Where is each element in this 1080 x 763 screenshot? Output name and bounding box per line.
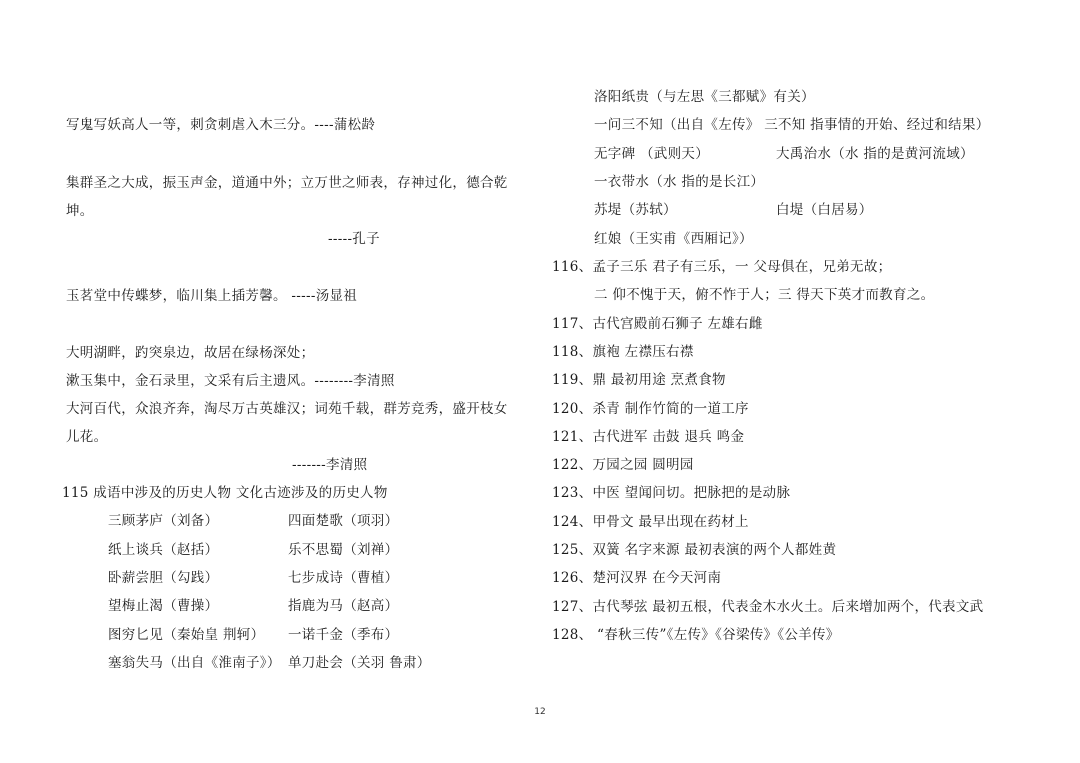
idiom-item: 指鹿为马（赵高） [288, 598, 399, 614]
idiom-item: 望梅止渴（曹操） [108, 598, 219, 614]
item-118: 118、旗袍 左襟压右襟 [552, 344, 694, 360]
quote-confucius-line-2: 坤。 [66, 203, 94, 219]
item-116-line-2: 二 仰不愧于天，俯不怍于人；三 得天下英才而教育之。 [594, 287, 935, 303]
idiom-item: 四面楚歌（项羽） [288, 513, 399, 529]
quote-tang-xianzu: 玉茗堂中传蝶梦，临川集上插芳馨。 -----汤显祖 [66, 288, 358, 304]
idiom-item: 三顾茅庐（刘备） [108, 513, 219, 529]
site-item: 白堤（白居易） [776, 202, 873, 218]
idiom-item: 纸上谈兵（赵括） [108, 542, 219, 558]
idiom-item: 乐不思蜀（刘禅） [288, 542, 399, 558]
idiom-item: 卧薪尝胆（勾践） [108, 570, 219, 586]
site-item: 无字碑 （武则天） [594, 146, 709, 162]
quote-li-qingzhao2-line-2: 儿花。 [66, 429, 108, 445]
item-125: 125、双簧 名字来源 最初表演的两个人都姓黄 [552, 542, 837, 558]
item-117: 117、古代宫殿前石狮子 左雄右雌 [552, 316, 763, 332]
quote-pu-songling: 写鬼写妖高人一等，刺贪刺虐入木三分。----蒲松龄 [66, 117, 376, 133]
site-item: 苏堤（苏轼） [594, 202, 677, 218]
item-128: 128、 “春秋三传”《左传》《谷梁传》《公羊传》 [552, 627, 840, 643]
idiom-item: 塞翁失马（出自《淮南子》） [108, 655, 281, 671]
item-126: 126、楚河汉界 在今天河南 [552, 570, 722, 586]
page-number: 12 [534, 707, 546, 717]
item-121: 121、古代进军 击鼓 退兵 鸣金 [552, 429, 745, 445]
item-122: 122、万园之园 圆明园 [552, 457, 694, 473]
site-item: 红娘（王实甫《西厢记》） [594, 231, 753, 247]
site-item: 洛阳纸贵（与左思《三都赋》有关） [594, 89, 815, 105]
item-124: 124、甲骨文 最早出现在药材上 [552, 514, 749, 530]
idiom-item: 一诺千金（季布） [288, 627, 399, 643]
quote-li-qingzhao-line-2: 漱玉集中，金石录里，文采有后主遗风。--------李清照 [66, 373, 395, 389]
section-115-heading: 115 成语中涉及的历史人物 文化古迹涉及的历史人物 [62, 485, 388, 501]
item-127: 127、古代琴弦 最初五根，代表金木水火土。后来增加两个，代表文武 [552, 599, 984, 615]
quote-confucius-line-1: 集群圣之大成，振玉声金，道通中外；立万世之师表，存神过化，德合乾 [66, 175, 508, 191]
item-119: 119、鼎 最初用途 烹煮食物 [552, 372, 726, 388]
item-123: 123、中医 望闻问切。把脉把的是动脉 [552, 485, 791, 501]
idiom-item: 图穷匕见（秦始皇 荆轲） [108, 627, 265, 643]
site-item: 一衣带水（水 指的是长江） [594, 174, 765, 190]
item-116-line-1: 116、孟子三乐 君子有三乐，一 父母俱在，兄弟无故； [552, 259, 892, 275]
site-item: 大禹治水（水 指的是黄河流域） [776, 146, 974, 162]
item-120: 120、杀青 制作竹简的一道工序 [552, 401, 749, 417]
site-item: 一问三不知（出自《左传》 三不知 指事情的开始、经过和结果） [594, 117, 990, 133]
quote-li-qingzhao-line-1: 大明湖畔，趵突泉边，故居在绿杨深处； [66, 345, 315, 361]
quote-li-qingzhao2-author: -------李清照 [292, 457, 368, 473]
idiom-item: 单刀赴会（关羽 鲁肃） [288, 655, 431, 671]
idiom-item: 七步成诗（曹植） [288, 570, 399, 586]
quote-confucius-author: -----孔子 [328, 231, 380, 247]
quote-li-qingzhao2-line-1: 大河百代，众浪齐奔，淘尽万古英雄汉；词苑千载，群芳竞秀，盛开枝女 [66, 401, 508, 417]
